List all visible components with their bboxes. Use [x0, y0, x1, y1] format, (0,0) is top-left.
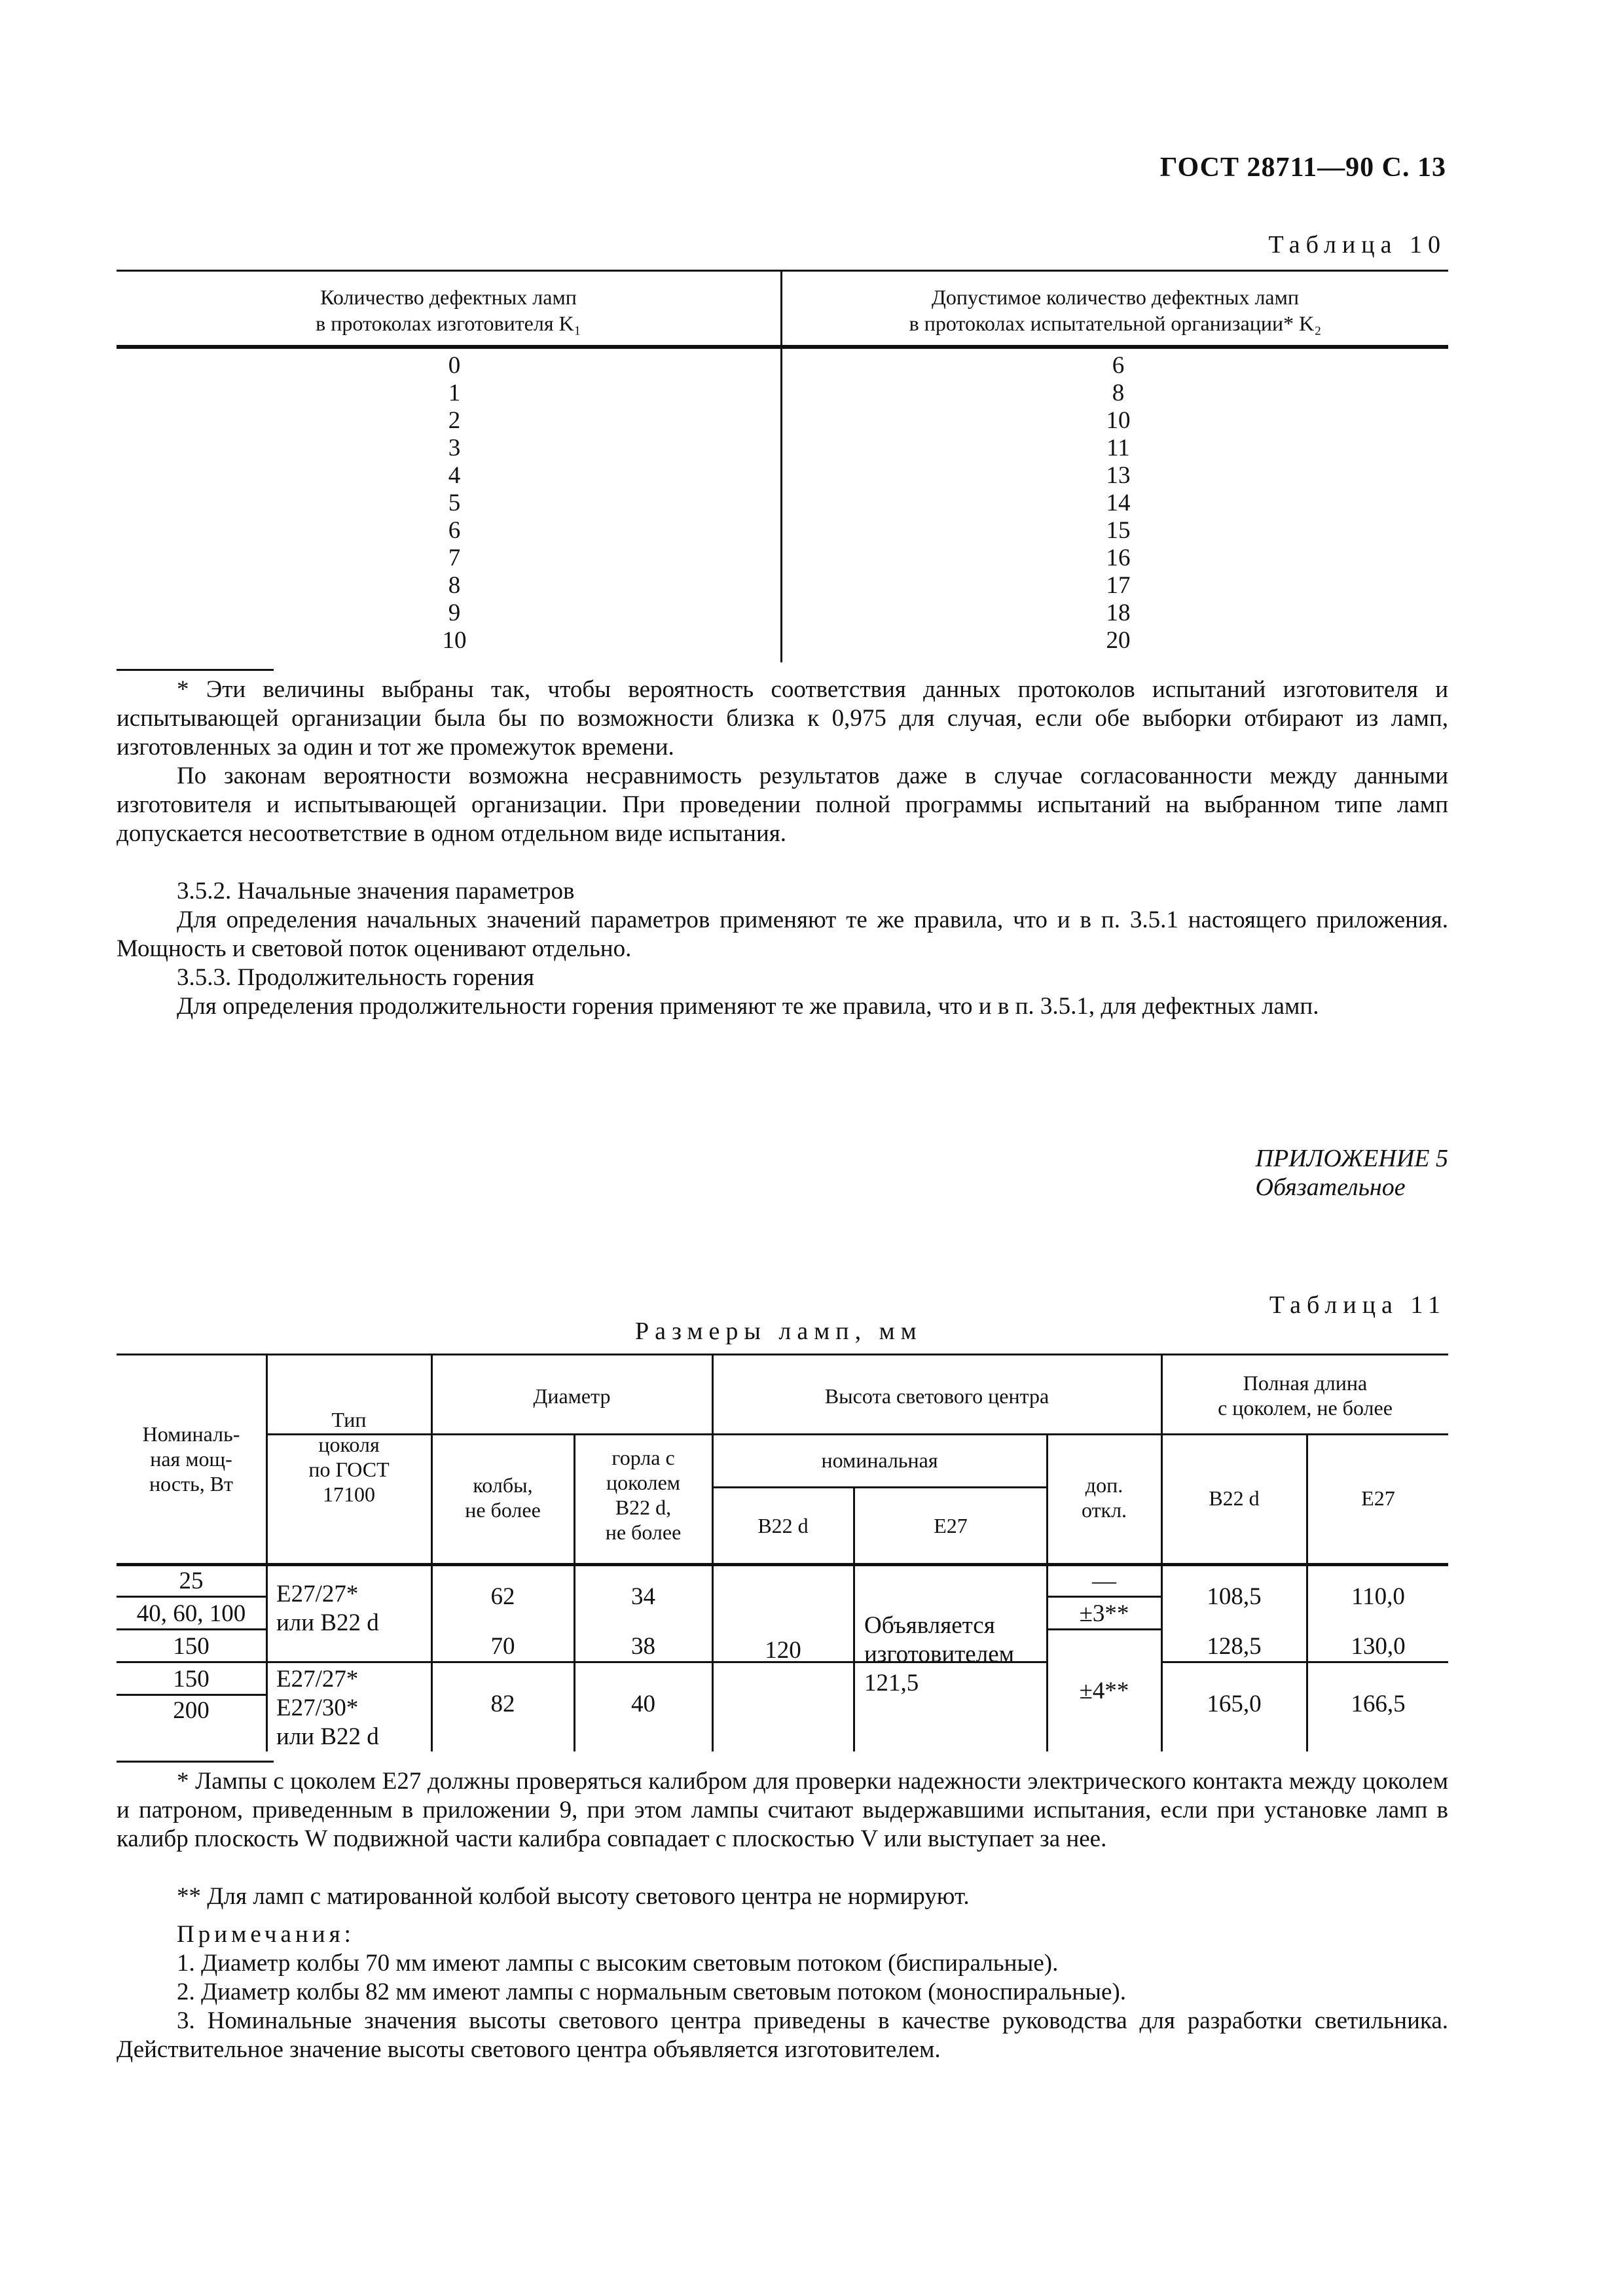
table-cell: 0: [448, 352, 461, 379]
header-power: Номиналь- ная мощ- ность, Вт: [142, 1422, 240, 1496]
table-cell: 40: [631, 1691, 655, 1717]
table10-footnote: * Эти величины выбраны так, чтобы вероятность соответствия данных протоколов испытаний изготовителя и испытывающей организации была бы по возможности близка к 0,975 для случая, если обе выборки отбирают из ламп, изготовленных за один и тот же промежуток времени.: [117, 676, 1448, 761]
table-cell: 4: [448, 462, 461, 489]
header-light-center: Высота светового центра: [824, 1384, 1049, 1408]
table10-col1-values: [393, 352, 516, 655]
header-nominal: номинальная: [821, 1448, 938, 1472]
table-cell: 150: [173, 1633, 210, 1660]
table10-caption: Таблица 10: [1268, 231, 1446, 259]
table11-footnote-1: * Лампы с цоколем Е27 должны проверяться калибром для проверки надежности электрического контакта между цоколем и патроном, приведенным в приложении 9, при этом лампы считают выдержавшими испытания, если при установке ламп в калибр плоскость W подвижной части калибра совпадает с плоскостью V или выступает за нее.: [117, 1768, 1448, 1852]
page-header: ГОСТ 28711—90 С. 13: [1159, 152, 1446, 183]
header-tolerance: доп. откл.: [1081, 1473, 1127, 1522]
table10-col2-header-line1: Допустимое количество дефектных ламп: [932, 285, 1299, 309]
table-cell: 11: [1106, 435, 1130, 461]
header-nominal-e27: Е27: [934, 1514, 968, 1537]
table-cell: 6: [448, 517, 461, 544]
table11-footnote-2: ** Для ламп с матированной колбой высоту светового центра не нормируют.: [177, 1883, 970, 1910]
table-cell: ±4**: [1079, 1677, 1129, 1704]
section-3-5-3-text: Для определения продолжительности горения применяют те же правила, что и в п. 3.5.1, для дефектных ламп.: [177, 993, 1319, 1020]
header-length-e27: Е27: [1361, 1486, 1395, 1510]
section-3-5-3-title: 3.5.3. Продолжительность горения: [177, 964, 534, 991]
table-cell: 5: [448, 490, 461, 516]
table-cell: 20: [1106, 627, 1131, 654]
table10-col2-header-line2: в протоколах испытательной организации* K₂: [909, 312, 1322, 335]
table-cell: 17: [1106, 572, 1131, 599]
table11: [117, 1354, 1448, 1751]
header-base-type: Тип цоколя по ГОСТ 17100: [308, 1408, 390, 1506]
table-cell: ±3**: [1079, 1600, 1129, 1627]
table-cell: 130,0: [1351, 1633, 1406, 1660]
table-cell: 10: [442, 627, 467, 654]
table-cell: 120: [765, 1637, 801, 1664]
table-cell: 9: [448, 600, 461, 626]
header-length-b22d: В22 d: [1209, 1486, 1260, 1510]
table-cell: 14: [1106, 490, 1131, 516]
table-cell: 6: [1112, 352, 1125, 379]
table-cell: 40, 60, 100: [136, 1600, 246, 1627]
table10-col2-values: [1057, 352, 1180, 655]
table-cell: 200: [173, 1697, 210, 1724]
table-cell: 2: [448, 407, 461, 434]
appendix-subtitle: Обязательное: [1255, 1174, 1406, 1201]
table10-col1-header: [117, 284, 780, 336]
table-cell: 150: [173, 1666, 210, 1693]
table11-caption: Таблица 11: [1269, 1291, 1446, 1319]
note-2: 2. Диаметр колбы 82 мм имеют лампы с нормальным световым потоком (моноспиральные).: [177, 1979, 1126, 2005]
table10-top-rule: [117, 270, 1448, 272]
note-1: 1. Диаметр колбы 70 мм имеют лампы с высоким световым потоком (биспиральные).: [177, 1950, 1059, 1977]
table-cell: 18: [1106, 600, 1131, 626]
light-center-e27: Объявляется изготовителем 121,5: [864, 1612, 1015, 1696]
header-full-length: Полная длина с цоколем, не более: [1218, 1371, 1393, 1420]
table-cell: 7: [448, 545, 461, 571]
appendix-heading: [1256, 1144, 1448, 1202]
table11-title: Размеры ламп, мм: [635, 1318, 922, 1345]
table-cell: 8: [448, 572, 461, 599]
table10-header-rule: [117, 345, 1448, 349]
section-3-5-2-title: 3.5.2. Начальные значения параметров: [177, 878, 575, 905]
table-cell: —: [1092, 1568, 1116, 1594]
table-cell: 128,5: [1207, 1633, 1262, 1660]
base-type-group2: Е27/27* Е27/30* или В22 d: [276, 1666, 379, 1750]
table-cell: 166,5: [1351, 1691, 1406, 1717]
paragraph-probability: По законам вероятности возможна несравнимость результатов даже в случае согласованности между данными изготовителя и испытывающей организации. При проведении полной программы испытаний на выбранном типе ламп допускается несоответствие в одном отдельном виде испытания.: [117, 762, 1448, 847]
header-nominal-b22d: В22 d: [757, 1514, 809, 1537]
table-cell: 70: [490, 1633, 515, 1660]
note-3: 3. Номинальные значения высоты светового центра приведены в качестве руководства для разработки светильника. Действительное значение высоты светового центра объявляется изготовителем.: [117, 2007, 1448, 2063]
table10-col1-header-line1: Количество дефектных ламп: [320, 285, 577, 309]
table-cell: 25: [179, 1568, 204, 1594]
table10-col2-header: [782, 284, 1448, 336]
table-cell: 108,5: [1207, 1583, 1262, 1610]
table-cell: 1: [448, 380, 461, 406]
table-cell: 13: [1106, 462, 1131, 489]
notes-title: Примечания:: [177, 1921, 355, 1948]
table-cell: 82: [490, 1691, 515, 1717]
base-type-group1: Е27/27* или В22 d: [276, 1581, 379, 1636]
header-diameter: Диаметр: [533, 1384, 611, 1408]
section-3-5-2-text: Для определения начальных значений параметров применяют те же правила, что и в п. 3.5.1 настоящего приложения. Мощность и световой поток оценивают отдельно.: [117, 906, 1448, 962]
table-cell: 110,0: [1351, 1583, 1405, 1610]
table-cell: 62: [490, 1583, 515, 1610]
table-cell: 3: [448, 435, 461, 461]
table-cell: 16: [1106, 545, 1131, 571]
header-bulb: колбы, не более: [465, 1473, 541, 1522]
footnote-rule: [117, 669, 274, 671]
header-neck: горла с цоколем В22 d, не более: [605, 1446, 682, 1544]
table-cell: 8: [1112, 380, 1125, 406]
table-cell: 10: [1106, 407, 1131, 434]
table-cell: 15: [1106, 517, 1131, 544]
appendix-title: ПРИЛОЖЕНИЕ 5: [1255, 1145, 1448, 1172]
table-cell: 34: [631, 1583, 655, 1610]
table-cell: 165,0: [1207, 1691, 1262, 1717]
table10-col1-header-line2: в протоколах изготовителя K₁: [316, 312, 581, 335]
table-cell: 38: [631, 1633, 655, 1660]
footnote-rule: [117, 1761, 274, 1763]
